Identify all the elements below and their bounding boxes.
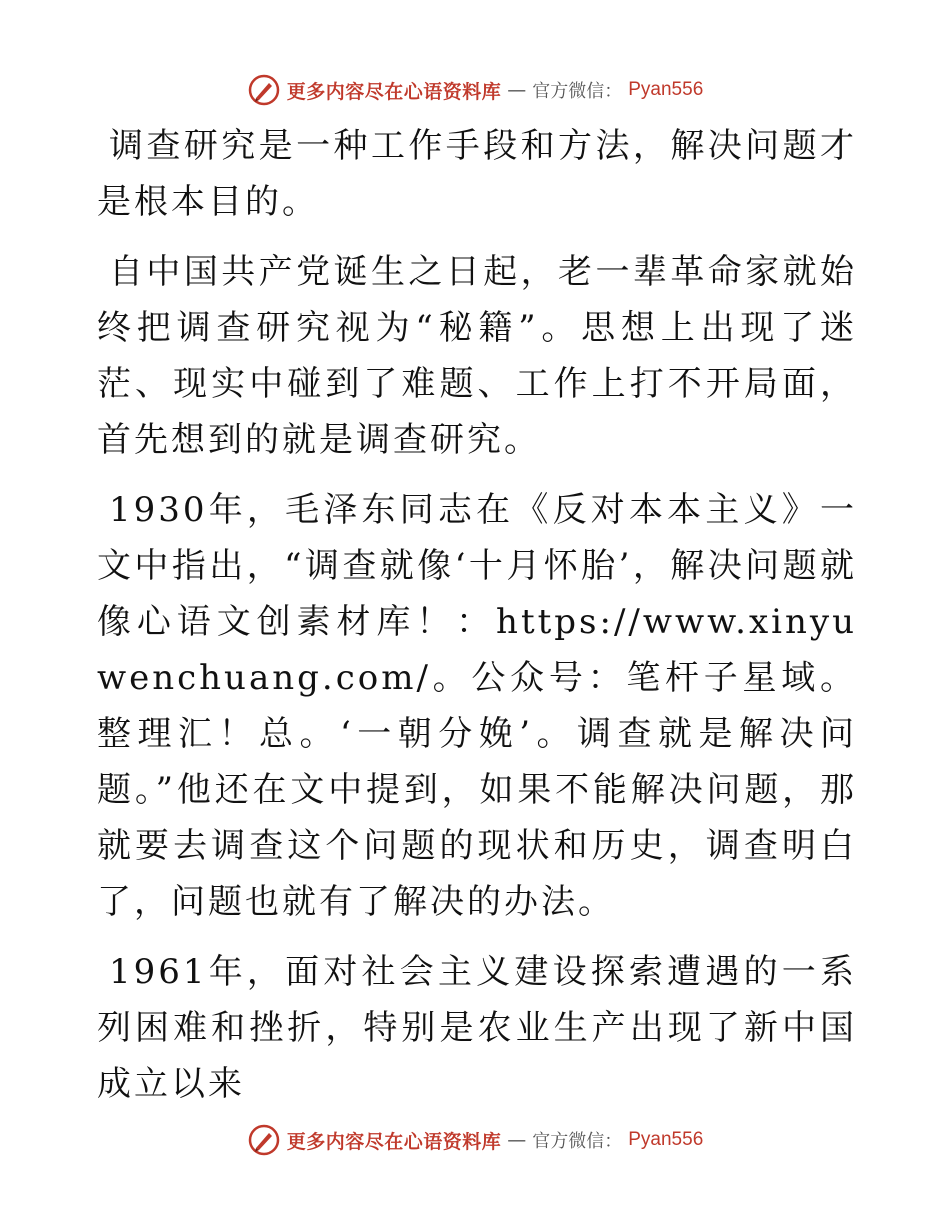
header-banner [0,70,950,110]
paragraph-3: 1930年，毛泽东同志在《反对本本主义》一文中指出，“调查就像‘十月怀胎’，解决问题就像心语文创素材库！：https://www.xinyuwenchuang.com/。公众号：笔杆子星域。整理汇！总。‘一朝分娩’。调查就是解决问题。”他还在文中提到，如果不能解决问题，那就要去调查这个问题的现状和历史，调查明白了，问题也就有了解决的办法。 [97,490,857,922]
paragraph-1: 调查研究是一种工作手段和方法，解决问题才是根本目的。 [97,126,857,222]
header-contact-label: 官方微信： [532,81,623,102]
pen-logo-icon [247,73,281,107]
pen-logo-icon [247,1123,281,1157]
footer-separator: — [507,1129,527,1151]
footer-contact-label: 官方微信： [532,1131,623,1152]
document-body [97,118,857,1126]
paragraph-4: 1961年，面对社会主义建设探索遭遇的一系列困难和挫折，特别是农业生产出现了新中国成立以来 [97,952,857,1104]
header-site-text: 更多内容尽在心语资料库 [286,80,502,103]
paragraph-2: 自中国共产党诞生之日起，老一辈革命家就始终把调查研究视为“秘籍”。思想上出现了迷茫、现实中碰到了难题、工作上打不开局面，首先想到的就是调查研究。 [97,252,857,460]
footer-site-text: 更多内容尽在心语资料库 [286,1130,502,1153]
header-separator: — [507,79,527,101]
header-contact-id: Pyan556 [628,79,704,100]
footer-contact-id: Pyan556 [628,1129,704,1150]
footer-banner [0,1120,950,1160]
